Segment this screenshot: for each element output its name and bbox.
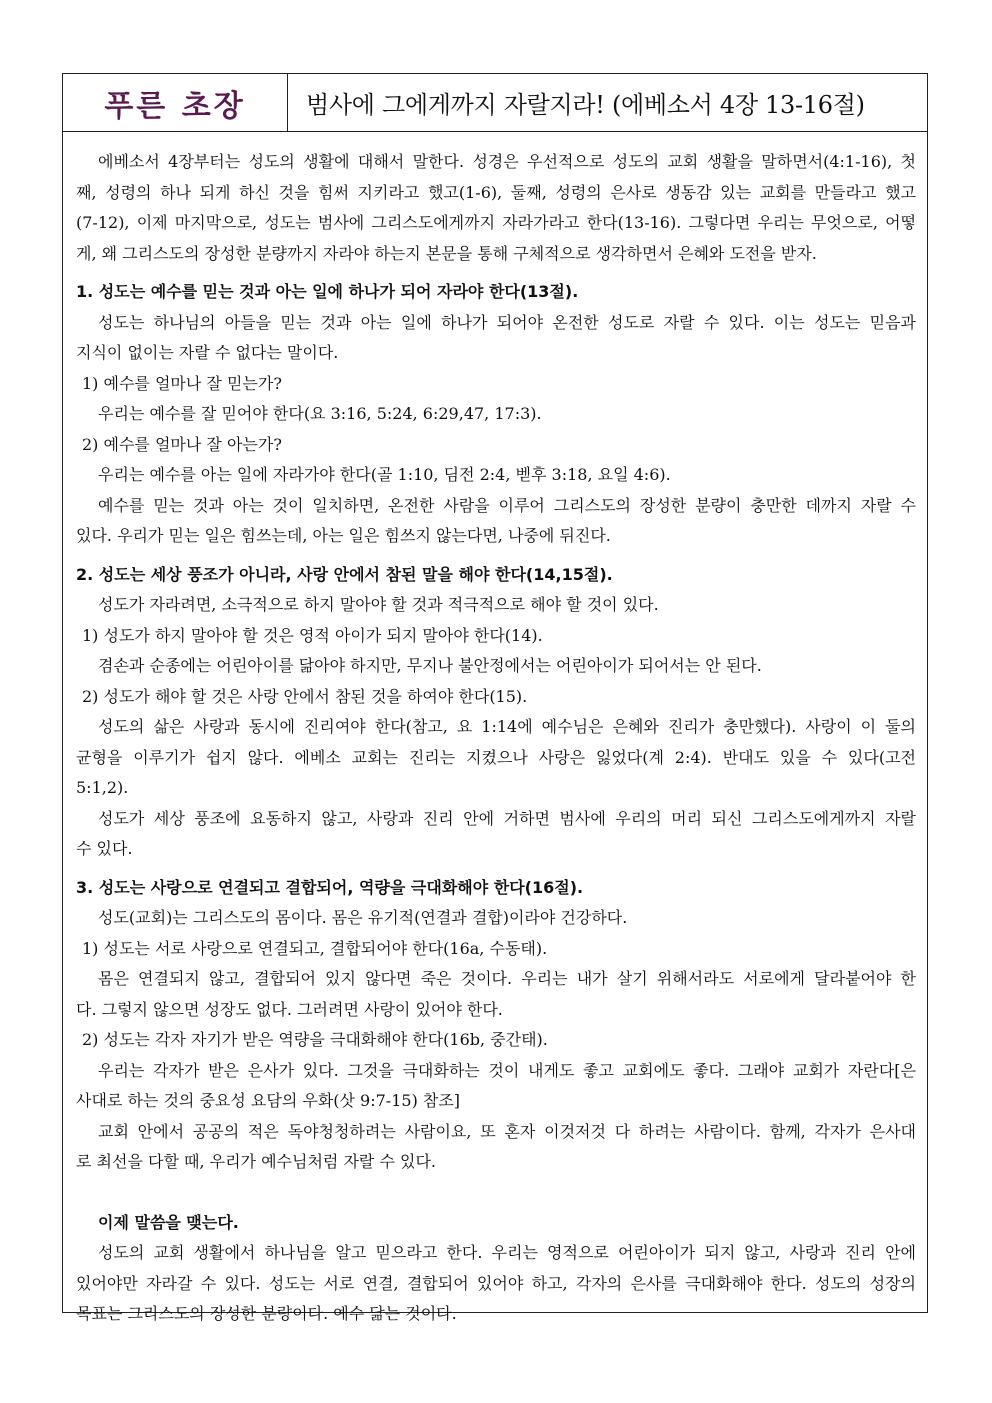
text-line: 사대로 하는 것의 중요성 요담의 우화(삿 9:7-15) 참조] — [76, 1091, 461, 1110]
text-line: 우리는 예수를 잘 믿어야 한다(요 3:16, 5:24, 6:29,47, 17:3). — [98, 404, 542, 423]
subpoint-heading: 2) 예수를 얼마나 잘 아는가? — [82, 434, 282, 454]
conclusion — [76, 1208, 916, 1330]
text-line: 성도는 하나님의 아들을 믿는 것과 아는 일에 하나가 되어야 온전한 성도로 자랄 수 있다. 이는 성도는 믿음과 — [98, 312, 916, 332]
title-box — [288, 74, 927, 131]
section-heading: 1. 성도는 예수를 믿는 것과 아는 일에 하나가 되어 자라야 한다(13절). — [76, 282, 579, 301]
subpoint-heading: 2) 성도가 해야 할 것은 사랑 안에서 참된 것을 하여야 한다(15). — [82, 686, 528, 706]
conclusion-heading: 이제 말씀을 맺는다. — [98, 1212, 239, 1232]
text-line: (7-12), 이제 마지막으로, 성도는 범사에 그리스도에게까지 자라가라고 한다(13-16). 그렇다면 우리는 무엇으로, 어떻 — [76, 213, 916, 232]
sermon-title: 범사에 그에게까지 자랄지라! (에베소서 4장 13-16절) — [306, 91, 865, 119]
text-line: 교회 안에서 공공의 적은 독야청청하려는 사람이요, 또 혼자 이것저것 다 하려는 사람이다. 함께, 각자가 은사대 — [98, 1121, 916, 1141]
text-line: 우리는 예수를 아는 일에 자라가야 한다(골 1:10, 딤전 2:4, 벧후 3:18, 요일 4:6). — [98, 465, 671, 484]
text-line: 성도가 자라려면, 소극적으로 하지 말아야 할 것과 적극적으로 해야 할 것이 있다. — [98, 595, 659, 614]
column-name: 푸른 초장 — [104, 88, 246, 124]
section-1 — [76, 277, 916, 552]
section-3 — [76, 873, 916, 1178]
text-line: 성도가 세상 풍조에 요동하지 않고, 사랑과 진리 안에 거하면 범사에 우리의 머리 되신 그리스도에게까지 자랄 — [98, 808, 916, 828]
text-line: 있어야만 자라갈 수 있다. 성도는 서로 연결, 결합되어 있어야 하고, 각자의 은사를 극대화해야 한다. 성도의 성장의 — [76, 1273, 916, 1293]
text-line: 수 있다. — [76, 839, 133, 858]
subpoint-heading: 1) 성도는 서로 사랑으로 연결되고, 결합되어야 한다(16a, 수동태). — [82, 938, 548, 958]
subpoint-heading: 1) 예수를 얼마나 잘 믿는가? — [82, 373, 282, 393]
column-name-box — [63, 74, 288, 131]
text-line: 로 최선을 다할 때, 우리가 예수님처럼 자랄 수 있다. — [76, 1152, 436, 1171]
section-heading: 3. 성도는 사랑으로 연결되고 결합되어, 역량을 극대화해야 한다(16절). — [76, 877, 584, 897]
text-line: 5:1,2). — [76, 778, 129, 797]
sermon-body — [76, 147, 916, 1330]
section-heading: 2. 성도는 세상 풍조가 아니라, 사랑 안에서 참된 말을 해야 한다(14,15절). — [76, 564, 613, 584]
text-line: 성도(교회)는 그리스도의 몸이다. 몸은 유기적(연결과 결합)이라야 건강하다. — [98, 908, 628, 927]
page-frame — [62, 73, 928, 1323]
text-line: 예수를 믿는 것과 아는 것이 일치하면, 온전한 사람을 이루어 그리스도의 장성한 분량이 충만한 데까지 자랄 수 — [98, 495, 916, 515]
text-line: 다. 그렇지 않으면 성장도 없다. 그러려면 사랑이 있어야 한다. — [76, 999, 503, 1019]
text-line: 성도의 삶은 사랑과 동시에 진리여야 한다(참고, 요 1:14에 예수님은 은혜와 진리가 충만했다). 사랑이 이 둘의 — [98, 717, 916, 736]
text-line: 에베소서 4장부터는 성도의 생활에 대해서 말한다. 성경은 우선적으로 성도의 교회 생활을 말하면서(4:1-16), 첫 — [98, 152, 916, 171]
text-line: 몸은 연결되지 않고, 결합되어 있지 않다면 죽은 것이다. 우리는 내가 살기 위해서라도 서로에게 달라붙어야 한 — [98, 969, 916, 988]
text-line: 째, 성령의 하나 되게 하신 것을 힘써 지키라고 했고(1-6), 둘째, 성령의 은사로 생동감 있는 교회를 만들라고 했고 — [76, 182, 916, 202]
subpoint-heading: 2) 성도는 각자 자기가 받은 역량을 극대화해야 한다(16b, 중간태). — [82, 1030, 548, 1049]
text-line: 우리는 각자가 받은 은사가 있다. 그것을 극대화하는 것이 내게도 좋고 교회에도 좋다. 그래야 교회가 자란다[은 — [98, 1060, 916, 1080]
text-line: 목표는 그리스도의 장성한 분량이다. 예수 닮는 것이다. — [76, 1304, 457, 1323]
header — [63, 74, 927, 132]
text-line: 지식이 없이는 자랄 수 없다는 말이다. — [76, 343, 339, 362]
text-line: 있다. 우리가 믿는 일은 힘쓰는데, 아는 일은 힘쓰지 않는다면, 나중에 뒤진다. — [76, 526, 611, 545]
subpoint-heading: 1) 성도가 하지 말아야 할 것은 영적 아이가 되지 말아야 한다(14). — [82, 625, 543, 645]
text-line: 게, 왜 그리스도의 장성한 분량까지 자라야 하는지 본문을 통해 구체적으로 생각하면서 은혜와 도전을 받자. — [76, 243, 817, 263]
intro-paragraph — [76, 147, 916, 269]
section-2 — [76, 560, 916, 865]
text-line: 균형을 이루기가 쉽지 않다. 에베소 교회는 진리는 지켰으나 사랑은 잃었다(계 2:4). 반대도 있을 수 있다(고전 — [76, 747, 916, 767]
text-line: 겸손과 순종에는 어린아이를 닮아야 하지만, 무지나 불안정에서는 어린아이가 되어서는 안 된다. — [98, 656, 762, 675]
text-line: 성도의 교회 생활에서 하나님을 알고 믿으라고 한다. 우리는 영적으로 어린아이가 되지 않고, 사랑과 진리 안에 — [98, 1243, 916, 1262]
